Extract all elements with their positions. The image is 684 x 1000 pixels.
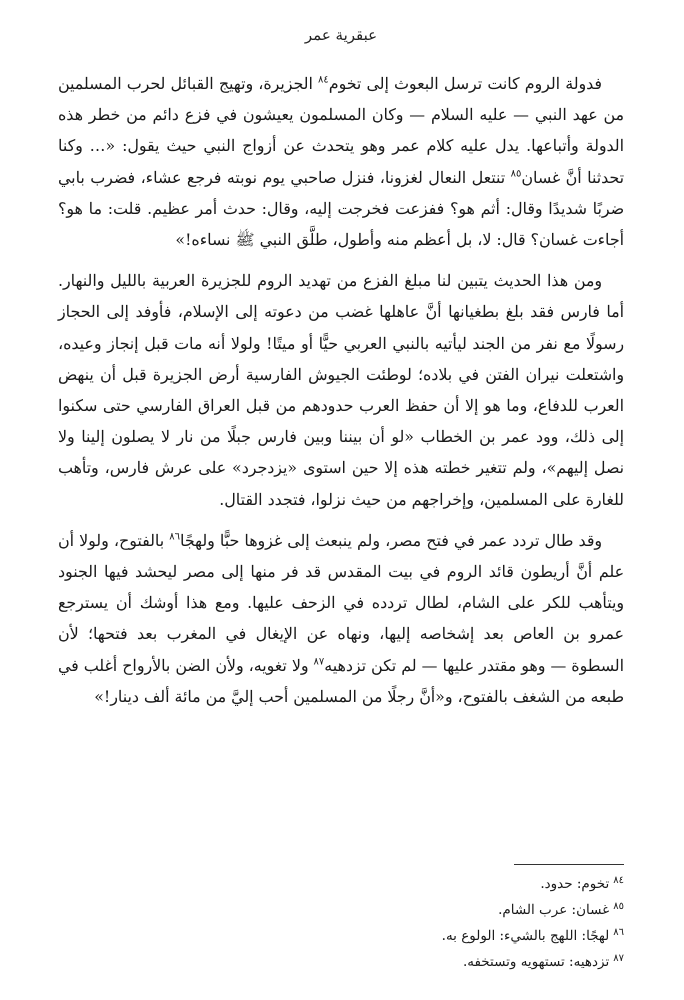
paragraph-3 — [58, 525, 624, 712]
footnote-text: غسان: عرب الشام. — [498, 902, 610, 918]
paragraph-1 — [58, 68, 624, 255]
running-header: عبقرية عمر — [304, 26, 378, 44]
footnote-list — [58, 871, 624, 975]
footnote-number: ٨٦ — [613, 926, 624, 938]
footnote-ref-85[interactable]: ٨٥ — [510, 168, 522, 180]
paragraph-1-text-a: فدولة الروم كانت ترسل البعوث إلى تخوم — [328, 74, 602, 93]
footnote-ref-87[interactable]: ٨٧ — [313, 656, 325, 668]
footnote-text: تزدهيه: تستهويه وتستخفه. — [462, 954, 610, 970]
footnote-text: تخوم: حدود. — [540, 876, 610, 892]
paragraph-3-text-b: بالفتوح، ولولا أن علم أنَّ أريطون قائد الروم في بيت المقدس قد فر منها إلى مصر ليحشد فيها الجنود ويتأهب للكر على الشام، لطال تردده في الزحف عليها. ومع هذا أوشك أن يسترجع عمرو بن العاص بعد إشخاصه إليها، ونهاه عن الإيغال في المغرب بعد فتحها؛ لأن السطوة — وهو مقتدر عليها — لم تكن تزدهيه — [58, 530, 624, 675]
paragraph-3-text-c: ولا تغويه، ولأن الضن بالأرواح أغلب في طبعه من الشغف بالفتوح، و«أنَّ رجلًا من المسلمين أحب إليَّ من مائة ألف دينار!» — [58, 655, 624, 706]
paragraph-2-text: ومن هذا الحديث يتبين لنا مبلغ الفزع من تهديد الروم للجزيرة العربية بالليل والنهار. أما فارس فقد بلغ بطغيانها أنَّ عاهلها غضب من دعوته إلى الإسلام، فأوفد إلى الحجاز رسولًا مع نفر من الجند ليأتيه بالنبي العربي حيًّا أو ميتًا! ولولا أنه مات قبل إنجاز وعيده، واشتعلت نيران الفتن في بلاده؛ لوطئت الجيوش الفارسية أرض الجزيرة قبل أن ينهض العرب للدفاع، وما هو إلا أن حفظ العرب حدودهم من قبل العراق الفارسي حتى سكنوا إلى ذلك، وود عمر بن الخطاب «لو أن بيننا وبين فارس جبلًا من نار لا يصلون إلينا ولا نصل إليهم»، ولم تتغير خطته هذه إلا حين استوى «يزدجرد» على عرش فارس، وتأهب للغارة على المسلمين، وإخراجهم من حيث نزلوا، فتجدد القتال. — [58, 271, 624, 509]
paragraph-1-text-b: الجزيرة، وتهيج القبائل لحرب المسلمين من عهد النبي — عليه السلام — وكان المسلمون يعيشون في فزع دائم من خطر هذه الدولة وأتباعها. يدل عليه كلام عمر وهو يتحدث عن أزواج النبي حيث يقول: «… وكنا تحدثنا أنَّ غسان — [58, 74, 624, 187]
footnote-number: ٨٤ — [613, 874, 624, 886]
footnote-area — [58, 864, 624, 975]
footnote-86 — [58, 923, 624, 949]
footnote-number: ٨٥ — [613, 900, 624, 912]
footnote-87 — [58, 949, 624, 975]
paragraph-1-text-c: تنتعل النعال لغزونا، فنزل صاحبي يوم نوبته فرجع عشاء، فضرب بابي ضربًا شديدًا وقال: أثم هو؟ ففزعت فخرجت إليه، وقال: حدث أمر عظيم. قلت: ما هو؟ أجاءت غسان؟ قال: لا، بل أعظم منه وأطول، طلَّق النبي ﷺ نساءه!» — [58, 167, 624, 250]
footnote-ref-86[interactable]: ٨٦ — [169, 531, 181, 543]
paragraph-3-text-a: وقد طال تردد عمر في فتح مصر، ولم ينبعث إلى غزوها حبًّا ولهجًا — [180, 530, 602, 550]
footnote-text: لهجًا: اللهج بالشيء: الولوع به. — [441, 928, 610, 944]
footnote-ref-84[interactable]: ٨٤ — [318, 74, 329, 86]
footnote-divider — [514, 864, 624, 865]
footnote-84 — [58, 871, 624, 897]
paragraph-2 — [58, 265, 624, 515]
footnote-number: ٨٧ — [613, 952, 624, 964]
footnote-85 — [58, 897, 624, 923]
body-text — [58, 68, 624, 712]
